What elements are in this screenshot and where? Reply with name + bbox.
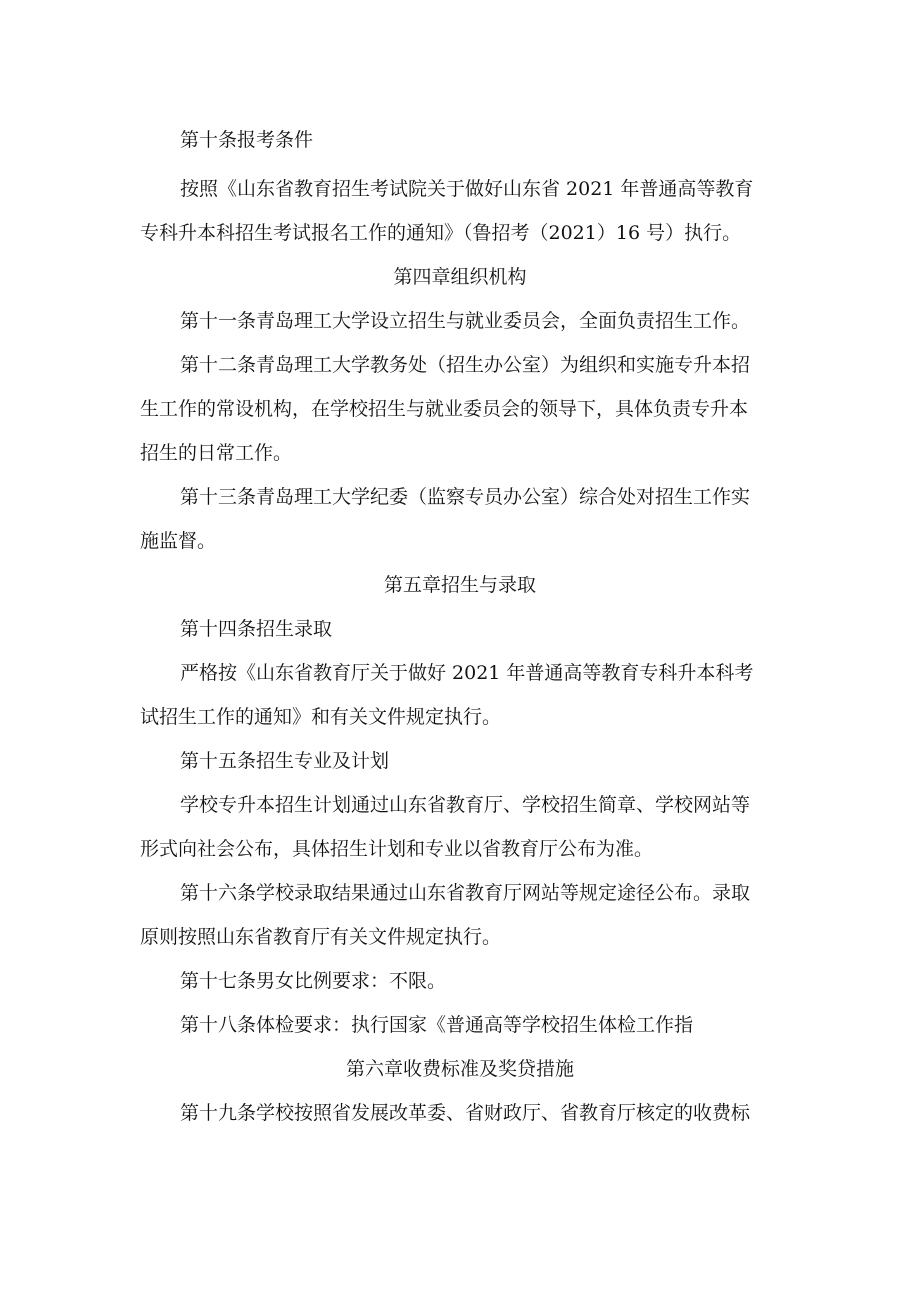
article-13-text-line-2: 施监督。 (140, 530, 217, 552)
article-15-text-line-2: 形式向社会公布，具体招生计划和专业以省教育厅公布为准。 (140, 838, 654, 860)
article-11-text: 第十一条青岛理工大学设立招生与就业委员会，全面负责招生工作。 (180, 310, 751, 332)
chapter-4-heading: 第四章组织机构 (393, 266, 527, 288)
article-17-text: 第十七条男女比例要求：不限。 (180, 970, 447, 992)
article-12-text-line-1: 第十二条青岛理工大学教务处（招生办公室）为组织和实施专升本招 (180, 354, 751, 376)
article-12-text-line-2: 生工作的常设机构，在学校招生与就业委员会的领导下，具体负责专升本 (140, 398, 749, 420)
article-19-text-line-1: 第十九条学校按照省发展改革委、省财政厅、省教育厅核定的收费标 (180, 1102, 751, 1124)
article-14-text-line-1: 严格按《山东省教育厅关于做好 2021 年普通高等教育专科升本科考 (180, 662, 754, 684)
article-10-heading: 第十条报考条件 (180, 129, 314, 151)
article-15-heading: 第十五条招生专业及计划 (180, 750, 390, 772)
article-18-text: 第十八条体检要求：执行国家《普通高等学校招生体检工作指 (180, 1014, 694, 1036)
chapter-6-heading: 第六章收费标准及奖贷措施 (345, 1058, 574, 1080)
article-12-text-line-3: 招生的日常工作。 (140, 442, 293, 464)
article-16-text-line-2: 原则按照山东省教育厅有关文件规定执行。 (140, 926, 502, 948)
article-14-text-line-2: 试招生工作的通知》和有关文件规定执行。 (140, 706, 502, 728)
article-14-heading: 第十四条招生录取 (180, 618, 333, 640)
chapter-5-heading: 第五章招生与录取 (383, 574, 536, 596)
article-16-text-line-1: 第十六条学校录取结果通过山东省教育厅网站等规定途径公布。录取 (180, 882, 751, 904)
article-10-text-line-2: 专科升本科招生考试报名工作的通知》（鲁招考（2021）16 号）执行。 (140, 222, 742, 244)
article-10-text-line-1: 按照《山东省教育招生考试院关于做好山东省 2021 年普通高等教育 (180, 178, 754, 200)
article-15-text-line-1: 学校专升本招生计划通过山东省教育厅、学校招生简章、学校网站等 (180, 794, 751, 816)
article-13-text-line-1: 第十三条青岛理工大学纪委（监察专员办公室）综合处对招生工作实 (180, 486, 751, 508)
